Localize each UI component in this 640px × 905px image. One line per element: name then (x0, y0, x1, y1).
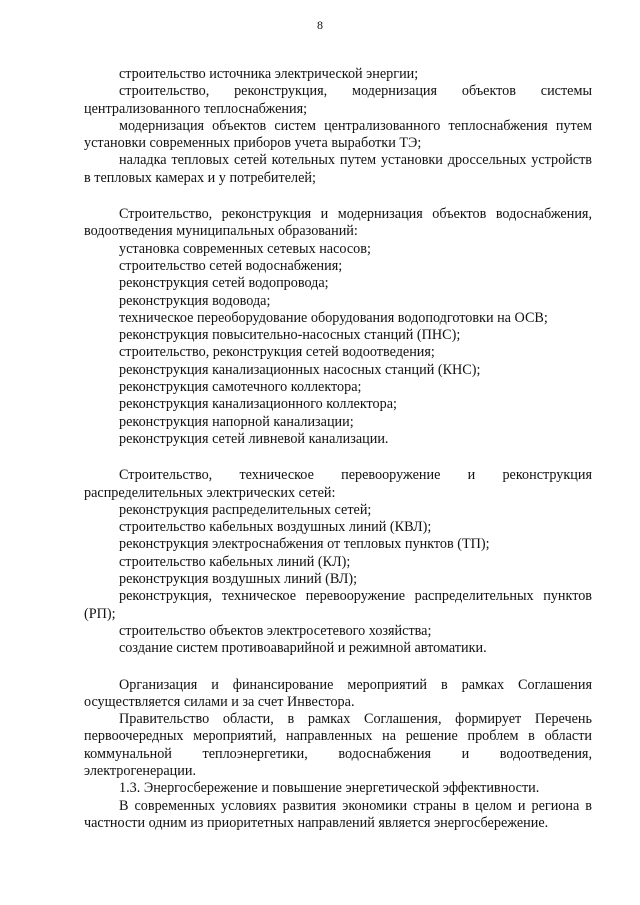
paragraph: Организация и финансирование мероприятий в рамках Соглашения осуществляется силами и за счет Инвестора. (84, 676, 592, 710)
list-item: строительство сетей водоснабжения; (119, 257, 343, 274)
section-heading: Строительство, реконструкция и модернизация объектов водоснабжения, водоотведения муниципальных образований: (84, 206, 592, 240)
section-gap (84, 658, 592, 677)
paragraph: наладка тепловых сетей котельных путем установки дроссельных устройств в тепловых камерах и у потребителей; (84, 152, 592, 186)
document-body (84, 66, 592, 832)
list-item: реконструкция напорной канализации; (119, 413, 354, 430)
paragraph: строительство источника электрической энергии; (119, 66, 419, 82)
list-item: реконструкция канализационных насосных станций (КНС); (119, 361, 481, 378)
page-number: 8 (317, 18, 323, 32)
list-item: реконструкция сетей водопровода; (119, 275, 329, 292)
list-item: создание систем противоаварийной и режимной автоматики. (119, 640, 487, 657)
list-item: строительство объектов электросетевого хозяйства; (119, 622, 432, 639)
list-item: реконструкция повысительно-насосных станций (ПНС); (119, 327, 461, 344)
section-heat-supply (84, 66, 592, 187)
paragraph: модернизация объектов систем централизованного теплоснабжения путем установки современных приборов учета выработки ТЭ; (84, 117, 592, 152)
paragraph: Правительство области, в рамках Соглашения, формирует Перечень первоочередных мероприятий, направленных на решение проблем в области коммунальной теплоэнергетики, водоснабжения и водоотведения, электрогенерации. (84, 711, 592, 779)
list-item: установка современных сетевых насосов; (119, 240, 371, 257)
paragraph: строительство, реконструкция, модернизация объектов системы централизованного теплоснабжения; (84, 83, 592, 117)
section-organization (84, 677, 592, 833)
list-item: реконструкция электроснабжения от тепловых пунктов (ТП); (119, 536, 490, 553)
list-item: реконструкция водовода; (119, 292, 271, 309)
list-item: реконструкция самотечного коллектора; (119, 379, 362, 396)
list-item: реконструкция распределительных сетей; (119, 501, 372, 518)
list-item: реконструкция сетей ливневой канализации. (119, 430, 389, 447)
section-power-grid (84, 467, 592, 657)
section-gap (84, 448, 592, 467)
section-water-supply (84, 206, 592, 448)
list-item: реконструкция воздушных линий (ВЛ); (119, 571, 358, 588)
list-item: строительство, реконструкция сетей водоотведения; (119, 344, 435, 361)
list-item: реконструкция, техническое перевооружение распределительных пунктов (РП); (84, 588, 592, 622)
list-item: реконструкция канализационного коллектора; (119, 396, 397, 413)
list-item: строительство кабельных воздушных линий (КВЛ); (119, 519, 432, 536)
section-gap (84, 187, 592, 206)
section-heading: Строительство, техническое перевооружение и реконструкция распределительных электрических сетей: (84, 467, 592, 501)
subsection-heading: 1.3. Энергосбережение и повышение энергетической эффективности. (119, 780, 540, 797)
list-item: техническое переоборудование оборудования водоподготовки на ОСВ; (119, 309, 548, 326)
list-item: строительство кабельных линий (КЛ); (119, 553, 351, 570)
paragraph: В современных условиях развития экономики страны в целом и региона в частности одним из приоритетных направлений является энергосбережение. (84, 797, 592, 831)
